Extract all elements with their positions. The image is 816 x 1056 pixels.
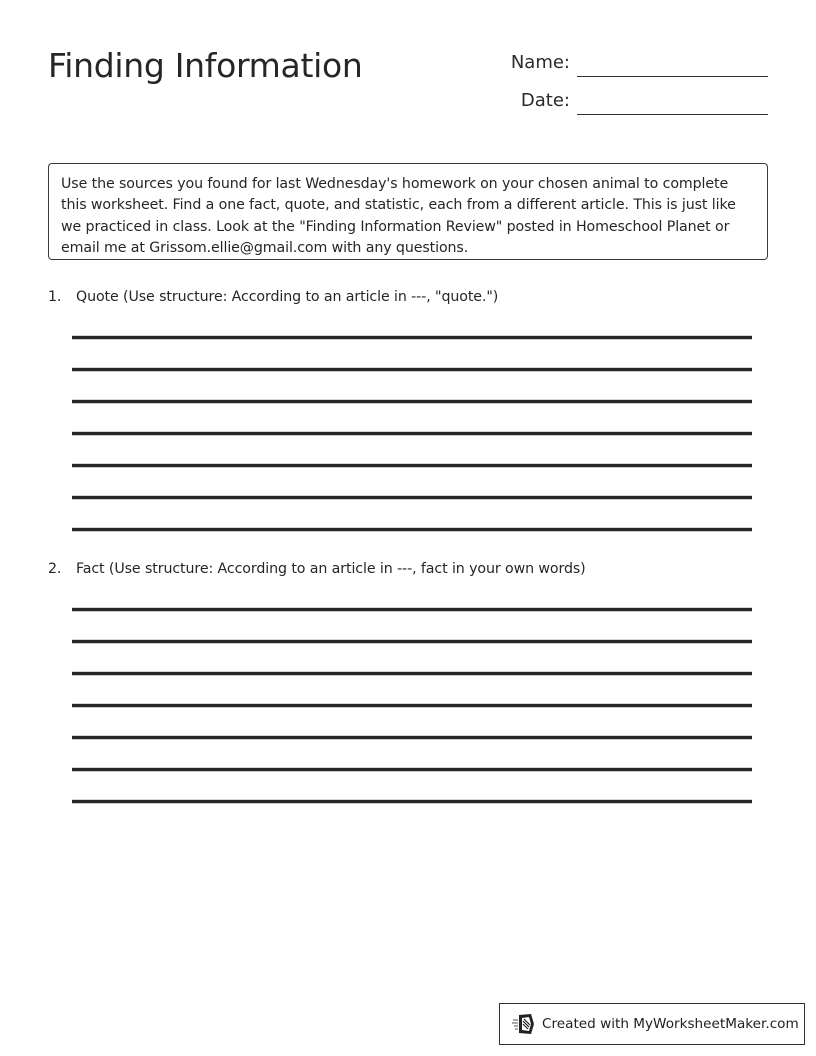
answer-line[interactable] <box>72 608 752 611</box>
question-number: 1. <box>48 289 62 305</box>
footer-text: Created with MyWorksheetMaker.com <box>542 1016 799 1032</box>
name-input-line[interactable] <box>577 76 768 77</box>
answer-line[interactable] <box>72 736 752 739</box>
question-2 <box>48 561 586 577</box>
answer-line[interactable] <box>72 336 752 339</box>
answer-line[interactable] <box>72 704 752 707</box>
answer-line[interactable] <box>72 464 752 467</box>
answer-line[interactable] <box>72 672 752 675</box>
answer-line[interactable] <box>72 400 752 403</box>
instructions-box: Use the sources you found for last Wednesday's homework on your chosen animal to complete this worksheet. Find a one fact, quote, and statistic, each from a different article. This is just like we practiced in class. Look at the "Finding Information Review" posted in Homeschool Planet or email me at Grissom.ellie@gmail.com with any questions. <box>48 163 768 260</box>
date-label: Date: <box>520 90 570 111</box>
answer-line[interactable] <box>72 800 752 803</box>
question-prompt: Fact (Use structure: According to an article in ---, fact in your own words) <box>76 561 586 577</box>
worksheet-maker-logo-icon <box>512 1013 536 1035</box>
question-number: 2. <box>48 561 62 577</box>
name-label: Name: <box>510 52 570 73</box>
answer-line[interactable] <box>72 432 752 435</box>
answer-line[interactable] <box>72 496 752 499</box>
answer-line[interactable] <box>72 528 752 531</box>
answer-line[interactable] <box>72 368 752 371</box>
created-with-badge[interactable] <box>499 1003 805 1045</box>
worksheet-title: Finding Information <box>48 46 363 85</box>
answer-line[interactable] <box>72 768 752 771</box>
answer-line[interactable] <box>72 640 752 643</box>
question-prompt: Quote (Use structure: According to an article in ---, "quote.") <box>76 289 499 305</box>
question-1 <box>48 289 498 305</box>
date-input-line[interactable] <box>577 114 768 115</box>
